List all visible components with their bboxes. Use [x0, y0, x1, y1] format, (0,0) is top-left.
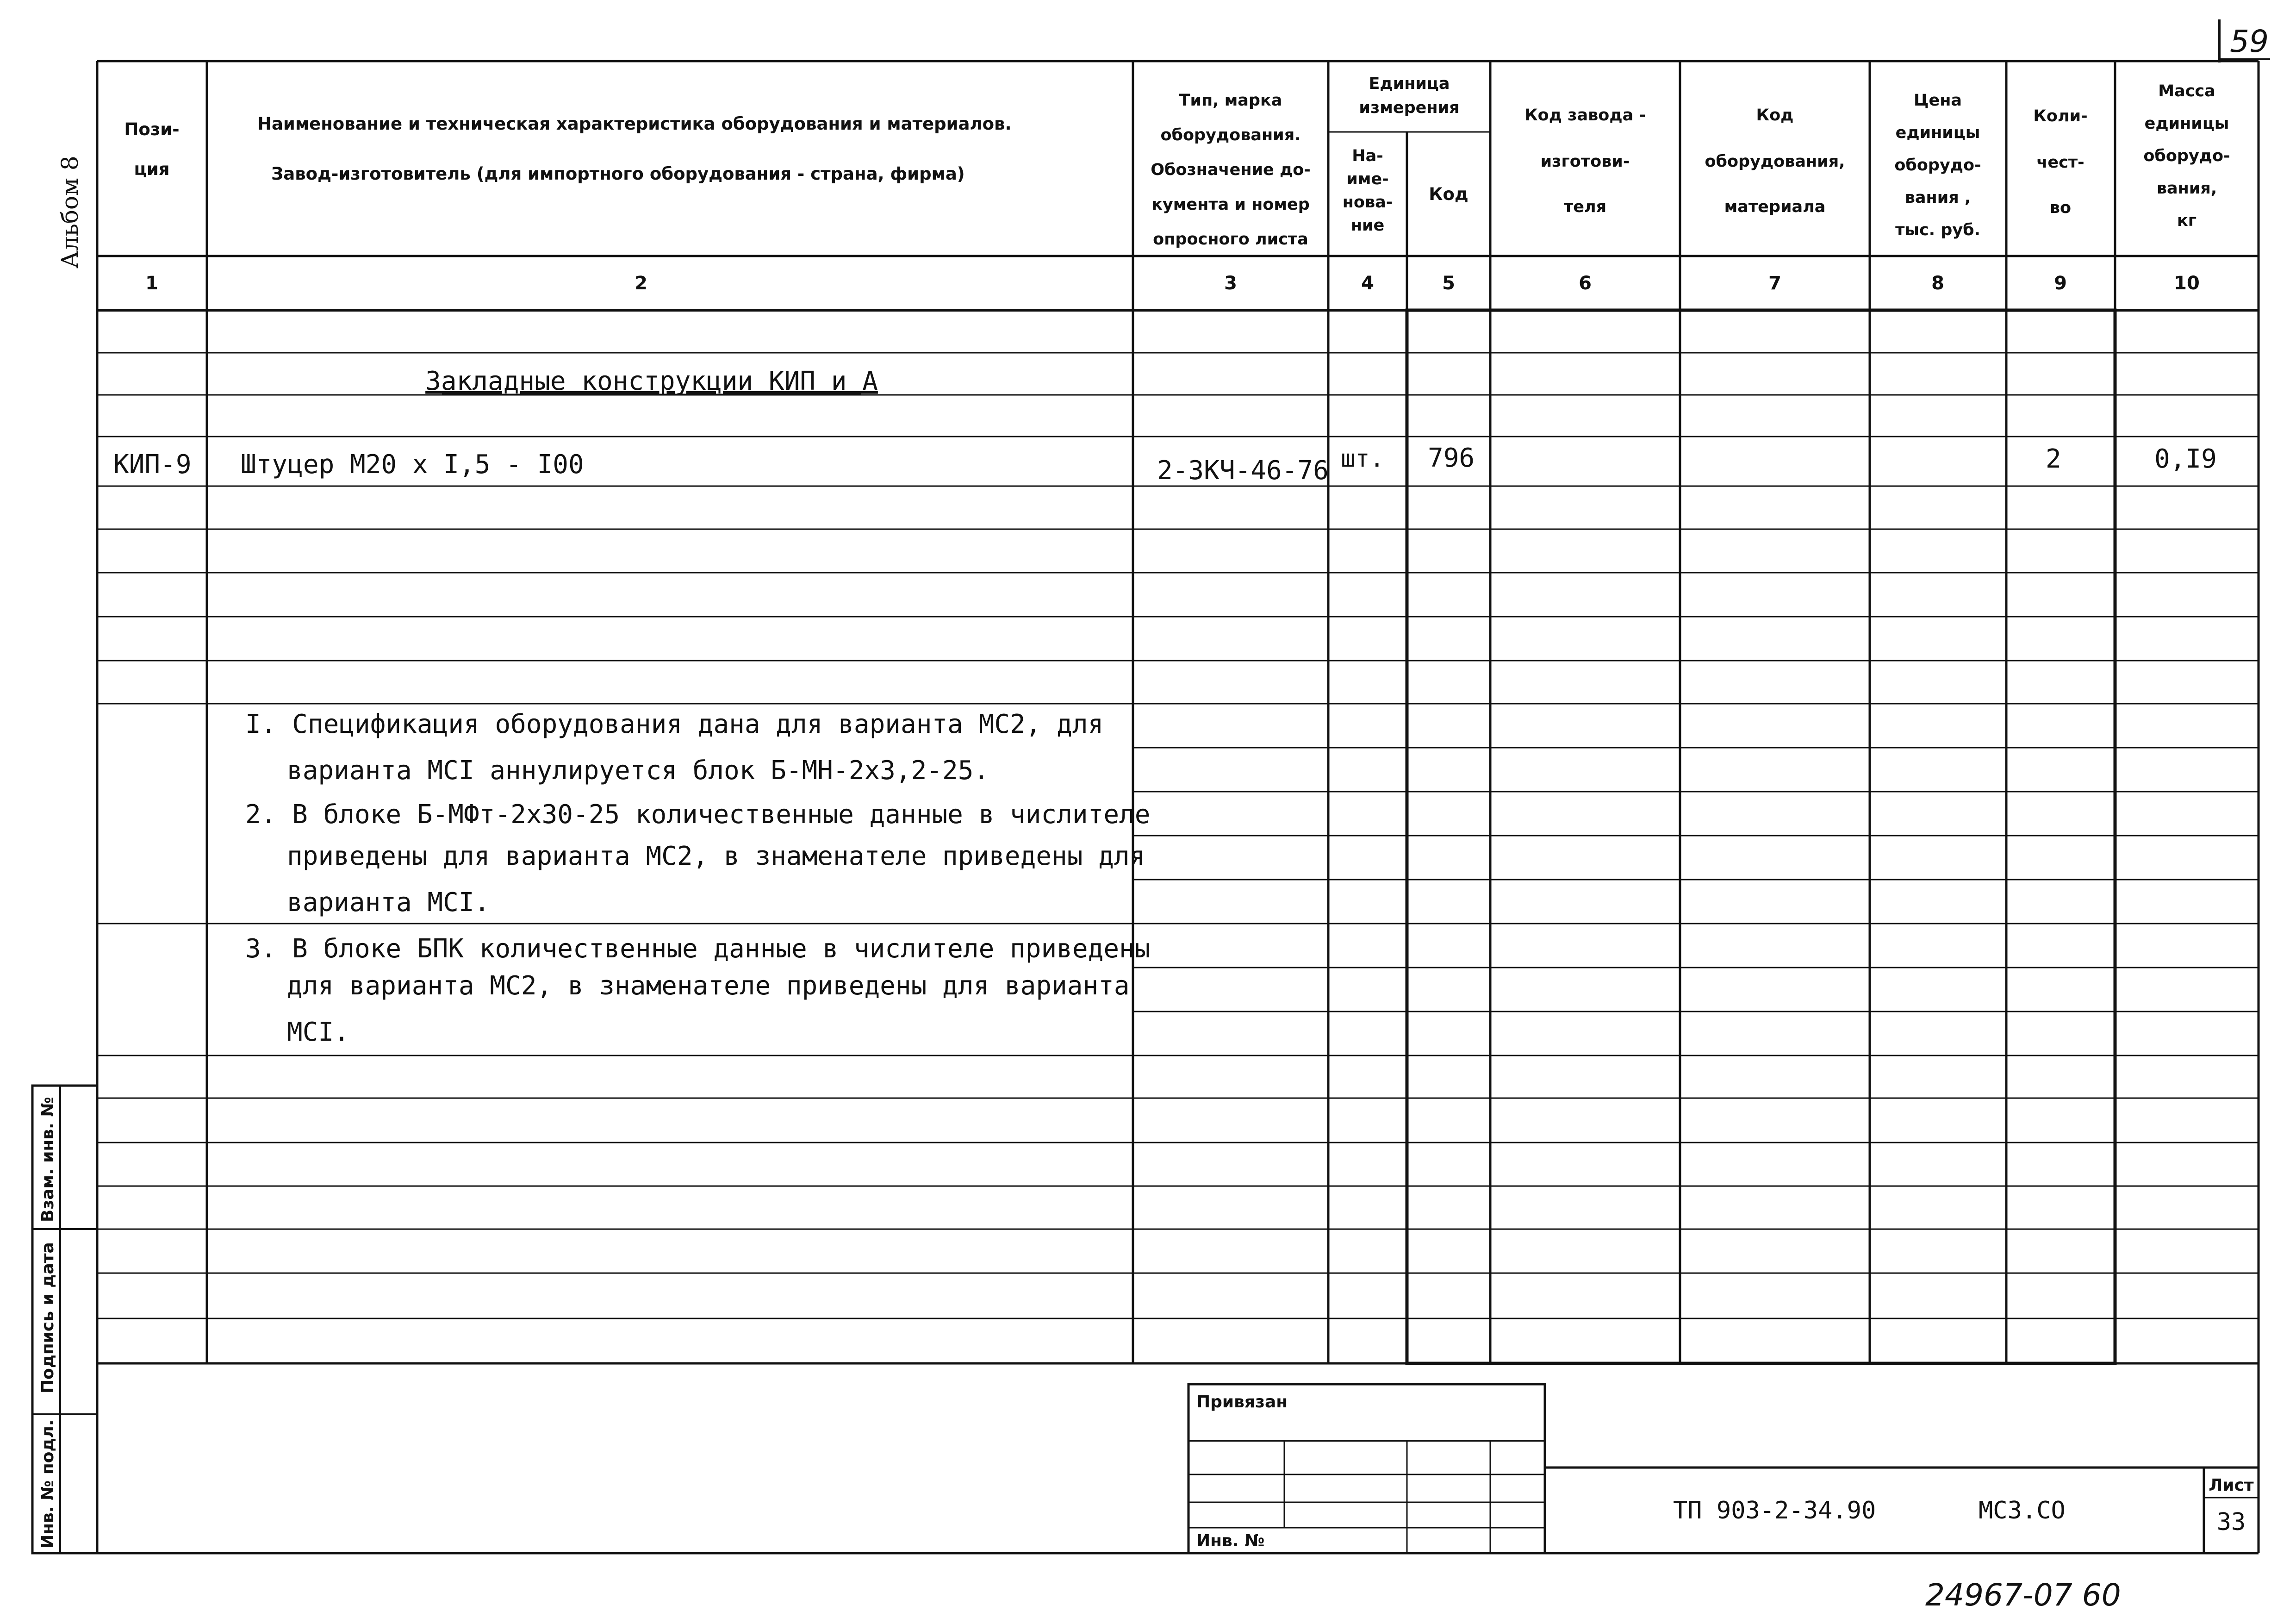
- note-line: 2. В блоке Б-МФт-2х30-25 количественные данные в числителе: [245, 800, 1151, 830]
- header-col10-line2: единицы: [2144, 114, 2229, 133]
- header-col4-line3: нова-: [1342, 193, 1393, 212]
- note-line: приведены для варианта МС2, в знаменателе приведены для: [287, 841, 1145, 871]
- sheet-number-top: 59: [2230, 24, 2269, 59]
- note-line: варианта МСI.: [287, 887, 490, 918]
- cell-mass: 0,I9: [2154, 444, 2217, 474]
- header-col10-line5: кг: [2177, 212, 2197, 230]
- header-col2-line1: Наименование и техническая характеристика оборудования и материалов.: [257, 114, 1012, 134]
- header-col6-line1: Код завода -: [1524, 106, 1646, 125]
- header-col7-line2: оборудования,: [1705, 152, 1845, 171]
- column-numbers: [145, 273, 2200, 294]
- note-line: 3. В блоке БПК количественные данные в числителе приведены: [245, 934, 1151, 964]
- header-col6-line2: изготови-: [1540, 152, 1630, 171]
- column-number: 6: [1579, 273, 1592, 294]
- header-unit-group-line2: измерения: [1359, 99, 1460, 117]
- column-number: 2: [635, 273, 647, 294]
- note-line: МСI.: [287, 1017, 349, 1047]
- header-col3-line4: кумента и номер: [1151, 195, 1310, 214]
- side-stamp-vzam: Взам. инв. №: [38, 1097, 57, 1222]
- header-col9-line3: во: [2049, 199, 2072, 217]
- section-title: Закладные конструкции КИП и А: [425, 366, 878, 396]
- cell-name: Штуцер М20 х I,5 - I00: [241, 450, 584, 480]
- cell-position: КИП-9: [113, 450, 192, 480]
- header-col8-line1: Цена: [1913, 91, 1962, 110]
- column-number: 10: [2174, 273, 2200, 294]
- document-code: ТП 903-2-34.90: [1673, 1497, 1876, 1524]
- header-col3-line1: Тип, марка: [1179, 91, 1282, 110]
- note-line: для варианта МС2, в знаменателе приведены для варианта: [287, 971, 1130, 1001]
- header-col3-line5: опросного листа: [1153, 230, 1308, 249]
- header-col8-line5: тыс. руб.: [1895, 221, 1980, 239]
- notes: [245, 709, 1150, 1047]
- header-col1-line1: Пози-: [124, 119, 180, 139]
- cell-unit-code: 796: [1428, 443, 1475, 473]
- cell-unit-name: шт.: [1341, 445, 1384, 473]
- title-block: [1188, 1384, 2259, 1553]
- header-col9-line1: Коли-: [2033, 107, 2088, 125]
- column-number: 9: [2054, 273, 2067, 294]
- header-col7-line3: материала: [1724, 198, 1826, 216]
- sheet-number: 33: [2216, 1508, 2246, 1536]
- header-col1-line2: ция: [134, 159, 170, 179]
- column-number: 5: [1442, 273, 1455, 294]
- document-mark: МСЗ.СО: [1979, 1497, 2066, 1524]
- privyazan-label: Привязан: [1196, 1393, 1288, 1412]
- note-line: I. Спецификация оборудования дана для варианта МС2, для: [245, 709, 1104, 739]
- side-stamp-podpis: Подпись и дата: [38, 1242, 57, 1393]
- note-line: варианта МСI аннулируется блок Б-МН-2х3,2-25.: [287, 756, 989, 786]
- header-col8-line2: единицы: [1895, 124, 1980, 142]
- archive-number: 24967-07 60: [1925, 1577, 2121, 1613]
- column-number: 8: [1931, 273, 1944, 294]
- header-col10-line3: оборудо-: [2143, 147, 2230, 165]
- column-number: 4: [1361, 273, 1374, 294]
- cell-quantity: 2: [2046, 444, 2061, 474]
- cell-type-doc: 2-ЗКЧ-46-76: [1157, 456, 1329, 486]
- header-col5: Код: [1429, 184, 1468, 204]
- column-number: 1: [145, 273, 158, 294]
- inv-no-label: Инв. №: [1196, 1531, 1265, 1550]
- header-col9-line2: чест-: [2036, 153, 2084, 172]
- header-col10-line1: Масса: [2158, 82, 2215, 100]
- sheet-label: Лист: [2209, 1476, 2254, 1495]
- header-col3-line2: оборудования.: [1160, 126, 1301, 144]
- header-col3-line3: Обозначение до-: [1151, 161, 1311, 179]
- column-number: 3: [1224, 273, 1237, 294]
- side-stamp-inv: Инв. № подл.: [38, 1419, 57, 1549]
- header-unit-group-line1: Единица: [1369, 75, 1450, 93]
- header-col4-line2: име-: [1346, 170, 1389, 188]
- column-number: 7: [1768, 273, 1781, 294]
- header-col6-line3: теля: [1563, 198, 1607, 216]
- header-col10-line4: вания,: [2156, 179, 2217, 198]
- header-col2-line2: Завод-изготовитель (для импортного оборудования - страна, фирма): [271, 164, 965, 184]
- table-header: [124, 75, 2230, 249]
- album-label: Альбом 8: [56, 156, 83, 269]
- table-row: [113, 443, 2217, 486]
- header-col4-line4: ние: [1350, 216, 1385, 235]
- header-col4-line1: На-: [1352, 147, 1383, 165]
- header-col7-line1: Код: [1756, 106, 1794, 125]
- header-col8-line3: оборудо-: [1894, 156, 1981, 175]
- header-col8-line4: вания ,: [1904, 188, 1971, 207]
